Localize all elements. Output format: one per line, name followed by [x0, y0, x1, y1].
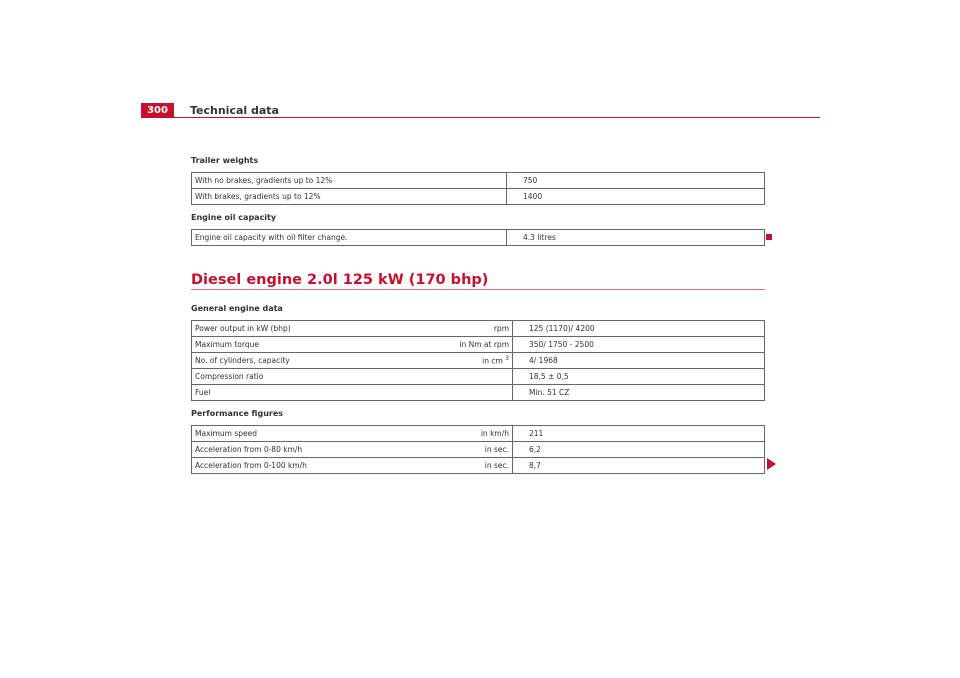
row-unit [438, 385, 513, 401]
row-unit: in km/h [438, 426, 513, 442]
row-label: Maximum torque [192, 337, 439, 353]
row-value: 125 (1170)/ 4200 [513, 321, 765, 337]
row-label: No. of cylinders, capacity [192, 353, 439, 369]
row-value: 211 [513, 426, 765, 442]
table-row [192, 321, 765, 337]
row-value: 4/ 1968 [513, 353, 765, 369]
row-value: 350/ 1750 - 2500 [513, 337, 765, 353]
performance-figures-heading: Performance figures [191, 409, 284, 418]
row-label: Compression ratio [192, 369, 439, 385]
row-label: With brakes, gradients up to 12% [192, 189, 507, 205]
row-value: 18,5 ± 0,5 [513, 369, 765, 385]
table-row [192, 458, 765, 474]
header-divider [174, 117, 820, 118]
table-row [192, 442, 765, 458]
row-unit [438, 353, 513, 369]
title-divider [191, 289, 765, 290]
row-label: Fuel [192, 385, 439, 401]
row-label: Power output in kW (bhp) [192, 321, 439, 337]
row-label: Engine oil capacity with oil filter change. [192, 230, 507, 246]
row-label: Acceleration from 0-80 km/h [192, 442, 439, 458]
general-engine-data-heading: General engine data [191, 304, 283, 313]
general-engine-data-table [191, 320, 765, 401]
engine-oil-table [191, 229, 765, 246]
table-row [192, 173, 765, 189]
row-value: Min. 51 CZ [513, 385, 765, 401]
row-unit: in Nm at rpm [438, 337, 513, 353]
row-value: 6,2 [513, 442, 765, 458]
page-header-title: Technical data [190, 104, 279, 117]
engine-section-title: Diesel engine 2.0l 125 kW (170 bhp) [191, 272, 489, 288]
row-value: 4.3 litres [507, 230, 765, 246]
trailer-weights-table [191, 172, 765, 205]
row-value: 1400 [507, 189, 765, 205]
next-page-arrow-icon[interactable] [767, 458, 776, 470]
engine-oil-heading: Engine oil capacity [191, 213, 277, 222]
table-row [192, 189, 765, 205]
unit-superscript: 3 [505, 355, 509, 363]
table-row [192, 353, 765, 369]
trailer-weights-heading: Trailer weights [191, 156, 259, 165]
row-unit: rpm [438, 321, 513, 337]
table-row [192, 369, 765, 385]
row-label: With no brakes, gradients up to 12% [192, 173, 507, 189]
table-row [192, 230, 765, 246]
row-value: 8,7 [513, 458, 765, 474]
row-unit [438, 369, 513, 385]
page-number: 300 [141, 103, 174, 118]
table-row [192, 385, 765, 401]
row-value: 750 [507, 173, 765, 189]
table-row [192, 337, 765, 353]
row-unit: in sec. [438, 458, 513, 474]
unit-text: in cm [482, 356, 503, 366]
row-unit: in sec. [438, 442, 513, 458]
performance-figures-table [191, 425, 765, 474]
table-row [192, 426, 765, 442]
row-label: Acceleration from 0-100 km/h [192, 458, 439, 474]
section-end-icon [766, 234, 772, 240]
row-label: Maximum speed [192, 426, 439, 442]
